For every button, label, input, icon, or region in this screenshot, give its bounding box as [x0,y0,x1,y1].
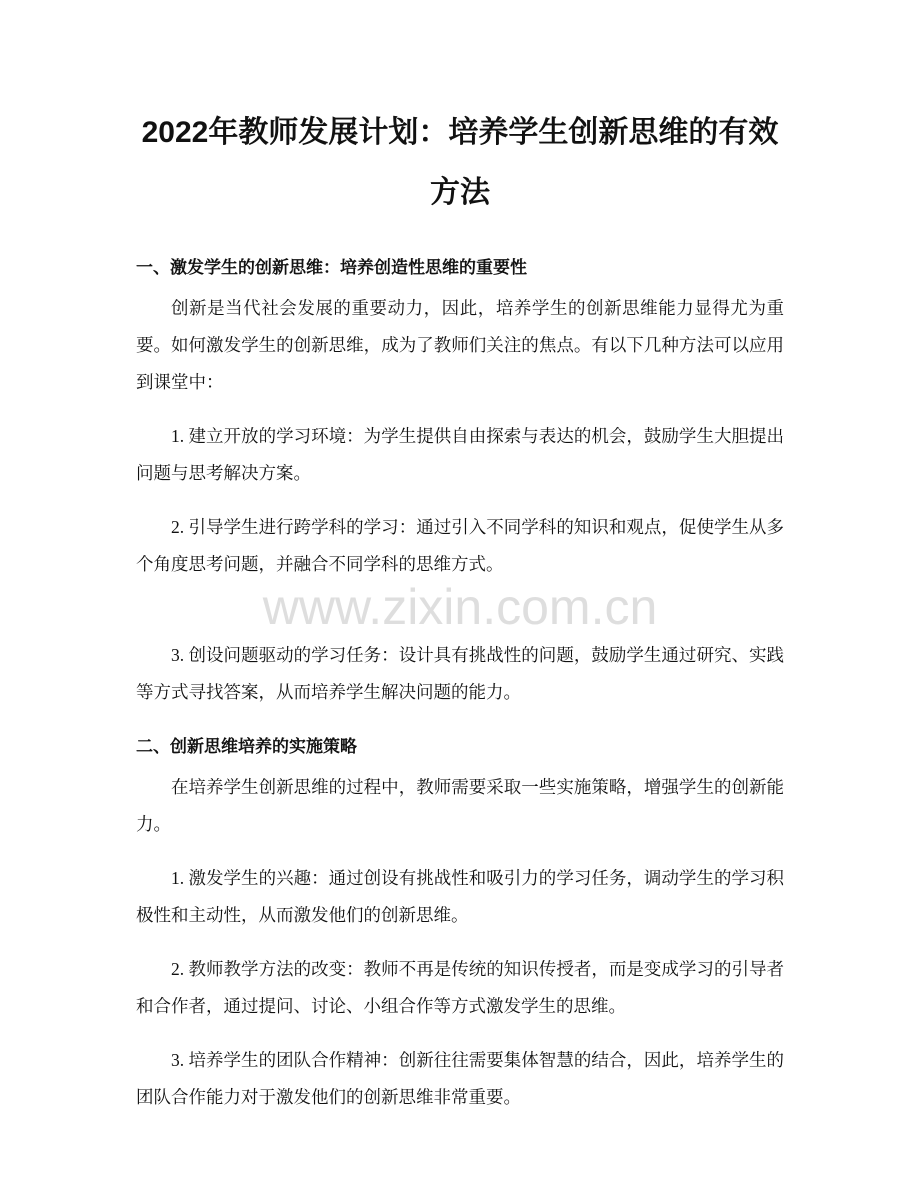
section-1-heading: 一、激发学生的创新思维：培养创造性思维的重要性 [136,258,527,277]
section-2-item-1: 1. 激发学生的兴趣：通过创设有挑战性和吸引力的学习任务，调动学生的学习积极性和主动性，从而激发他们的创新思维。 [136,868,784,925]
watermark: www.zixin.com.cn [262,579,658,635]
document-title: 2022年教师发展计划：培养学生创新思维的有效方法 [141,116,779,209]
section-2-item-2: 2. 教师教学方法的改变：教师不再是传统的知识传授者，而是变成学习的引导者和合作者，通过提问、讨论、小组合作等方式激发学生的思维。 [136,959,784,1016]
section-2-heading: 二、创新思维培养的实施策略 [136,737,357,756]
section-2-intro: 在培养学生创新思维的过程中，教师需要采取一些实施策略，增强学生的创新能力。 [136,777,784,834]
section-1-item-1: 1. 建立开放的学习环境：为学生提供自由探索与表达的机会，鼓励学生大胆提出问题与思考解决方案。 [136,426,784,483]
section-2-item-3: 3. 培养学生的团队合作精神：创新往往需要集体智慧的结合，因此，培养学生的团队合作能力对于激发他们的创新思维非常重要。 [136,1050,784,1107]
section-1-intro: 创新是当代社会发展的重要动力，因此，培养学生的创新思维能力显得尤为重要。如何激发学生的创新思维，成为了教师们关注的焦点。有以下几种方法可以应用到课堂中： [136,298,784,392]
section-1-item-3: 3. 创设问题驱动的学习任务：设计具有挑战性的问题，鼓励学生通过研究、实践等方式寻找答案，从而培养学生解决问题的能力。 [136,645,784,702]
section-1-item-2: 2. 引导学生进行跨学科的学习：通过引入不同学科的知识和观点，促使学生从多个角度思考问题，并融合不同学科的思维方式。 [136,517,784,574]
